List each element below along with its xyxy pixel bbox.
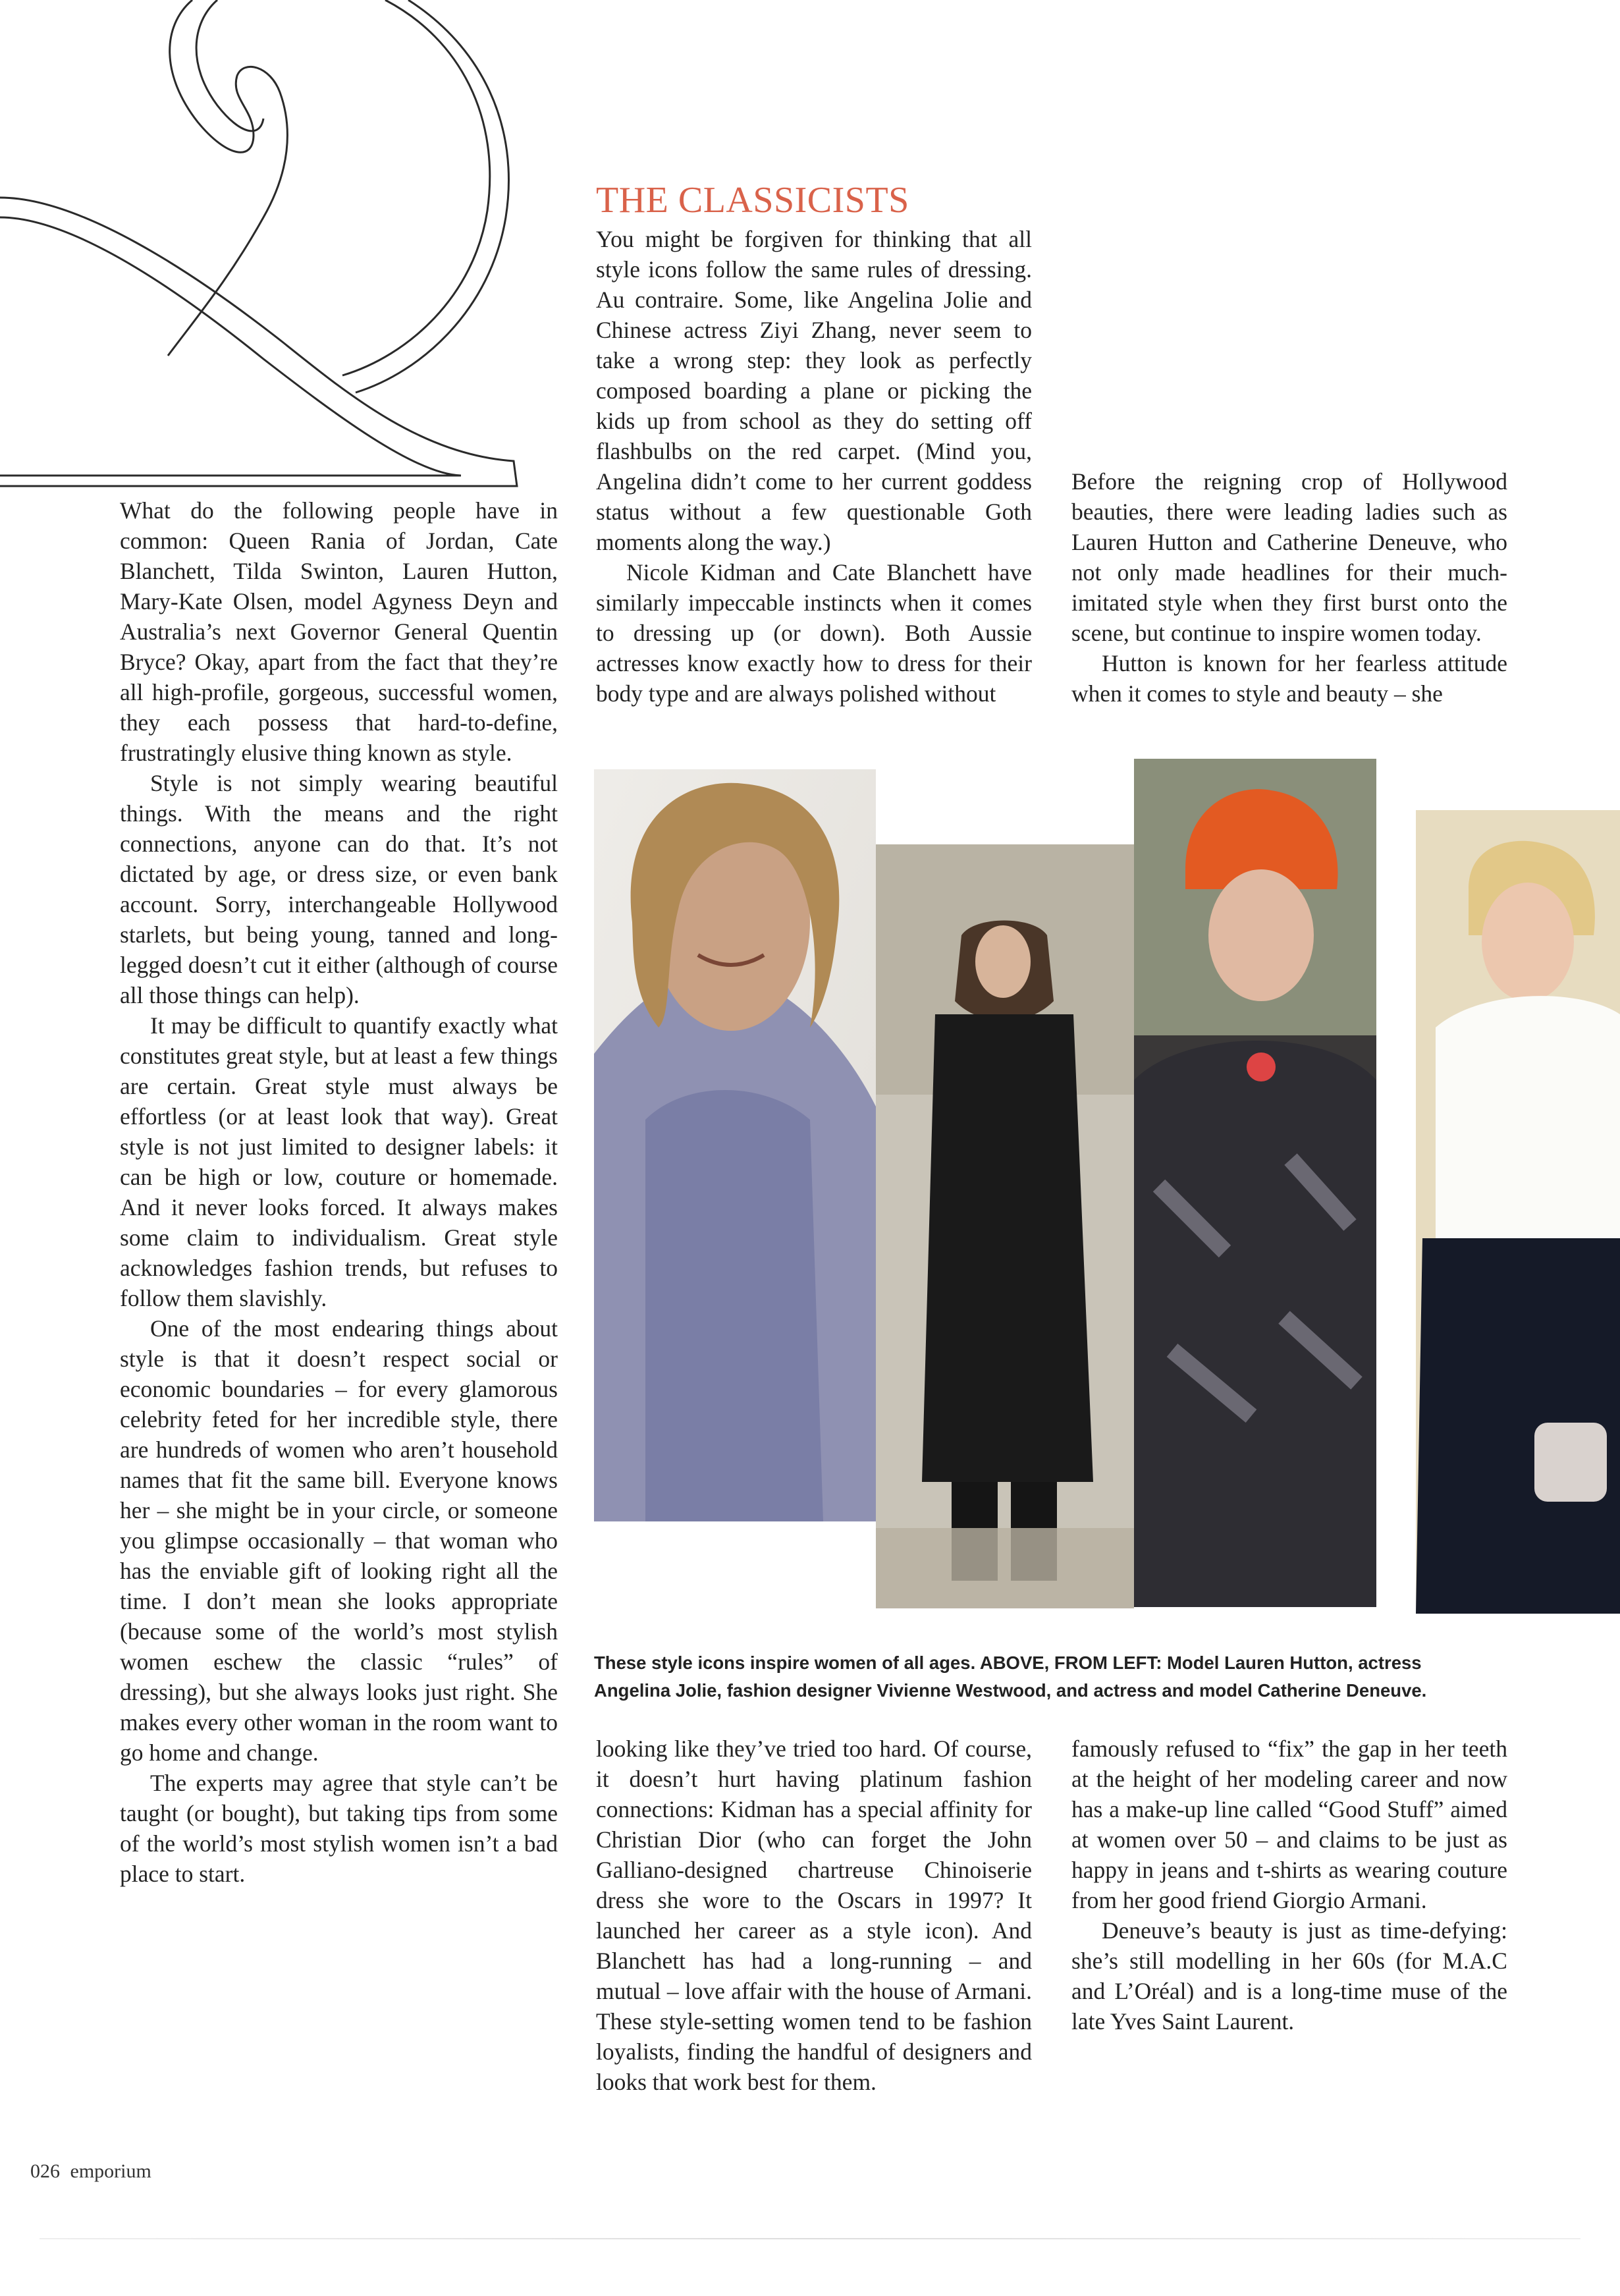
- right-column-top: [1071, 466, 1507, 709]
- paragraph: You might be forgiven for thinking that all style icons follow the same rules of dressing. Au contraire. Some, like Angelina Jolie and Chinese actress Ziyi Zhang, never seem to take a wrong step: they look as perfectly composed boarding a plane or picking the kids up from school as they do setting off flashbulbs on the red carpet. (Mind you, Angelina didn’t come to her current goddess status without a few questionable Goth moments along the way.): [596, 226, 1032, 555]
- paragraph: Style is not simply wearing beautiful things. With the means and the right connections, anyone can do that. It’s not dictated by age, or dress size, or even bank account. Sorry, interchangeable Hollywood starlets, but being young, tanned and long-legged doesn’t cut it either (although of course all those things can help).: [120, 770, 558, 1008]
- paragraph: Hutton is known for her fearless attitude when it comes to style and beauty – she: [1071, 650, 1507, 707]
- intro-column: [120, 495, 558, 1889]
- photo-caption: [594, 1649, 1555, 1705]
- paragraph: What do the following people have in common: Queen Rania of Jordan, Cate Blanchett, Tilda Swinton, Lauren Hutton, Mary-Kate Olsen, model Agyness Deyn and Australia’s next Governor General Quentin Bryce? Okay, apart from the fact that they’re all high-profile, gorgeous, successful women, they each possess that hard-to-define, frustratingly elusive thing known as style.: [120, 497, 558, 766]
- caption-line: Angelina Jolie, fashion designer Vivienne Westwood, and actress and model Catherine Deneuve.: [594, 1680, 1427, 1701]
- photo-vivienne-westwood: [1134, 759, 1376, 1607]
- paragraph: looking like they’ve tried too hard. Of course, it doesn’t hurt having platinum fashion connections: Kidman has a special affinity for Christian Dior (who can forget the John Galliano-designed chartreuse Chinoiserie dress she wore to the Oscars in 1997? It launched her career as a style icon). And Blanchett has had a long-running – and mutual – love affair with the house of Armani. These style-setting women tend to be fashion loyalists, finding the handful of designers and looks that work best for them.: [596, 1736, 1032, 2095]
- paragraph: Nicole Kidman and Cate Blanchett have similarly impeccable instincts when it comes to dressing up (or down). Both Aussie actresses know exactly how to dress for their body type and are always polished without: [596, 559, 1032, 707]
- magazine-name: emporium: [70, 2160, 151, 2182]
- bottom-rule: [40, 2238, 1580, 2239]
- paragraph: The experts may agree that style can’t be taught (or bought), but taking tips from some of the world’s most stylish women isn’t a bad place to start.: [120, 1770, 558, 1887]
- photo-catherine-deneuve: [1416, 810, 1620, 1614]
- paragraph: It may be difficult to quantify exactly what constitutes great style, but at least a few things are certain. Great style must always be effortless (or at least look that way). Great style is not just limited to designer labels: it can be high or low, couture or homemade. And it never looks forced. It always makes some claim to individualism. Great style acknowledges fashion trends, but refuses to follow them slavishly.: [120, 1012, 558, 1311]
- q-drop-cap-ornament: [0, 0, 540, 501]
- photo-lauren-hutton: [594, 769, 876, 1521]
- photo-angelina-jolie: [876, 844, 1134, 1608]
- right-column-bottom: [1071, 1734, 1507, 2036]
- caption-line: These style icons inspire women of all ages. ABOVE, FROM LEFT: Model Lauren Hutton, actress: [594, 1653, 1422, 1673]
- page-footer: [30, 2160, 151, 2183]
- paragraph: famously refused to “fix” the gap in her teeth at the height of her modeling career and now has a make-up line called “Good Stuff” aimed at women over 50 – and claims to be just as happy in jeans and t-shirts as wearing couture from her good friend Giorgio Armani.: [1071, 1736, 1507, 1913]
- paragraph: One of the most endearing things about style is that it doesn’t respect social or economic boundaries – for every glamorous celebrity feted for her incredible style, there are hundreds of women who aren’t household names that fit the same bill. Everyone knows her – she might be in your circle, or someone you glimpse occasionally – that woman who has the enviable gift of looking right all the time. I don’t mean she looks appropriate (because some of the world’s most stylish women eschew the classic “rules” of dressing), but she always looks just right. She makes every other woman in the room want to go home and change.: [120, 1315, 558, 1766]
- paragraph: Before the reigning crop of Hollywood beauties, there were leading ladies such as Lauren Hutton and Catherine Deneuve, who not only made headlines for their much-imitated style when they first burst onto the scene, but continue to inspire women today.: [1071, 468, 1507, 646]
- section-heading: THE CLASSICISTS: [596, 180, 909, 221]
- classicists-column-top: [596, 224, 1032, 709]
- paragraph: Deneuve’s beauty is just as time-defying: she’s still modelling in her 60s (for M.A.C and L’Oréal) and is a long-time muse of the late Yves Saint Laurent.: [1071, 1917, 1507, 2035]
- classicists-column-bottom: [596, 1734, 1032, 2097]
- page-number: 026: [30, 2160, 60, 2182]
